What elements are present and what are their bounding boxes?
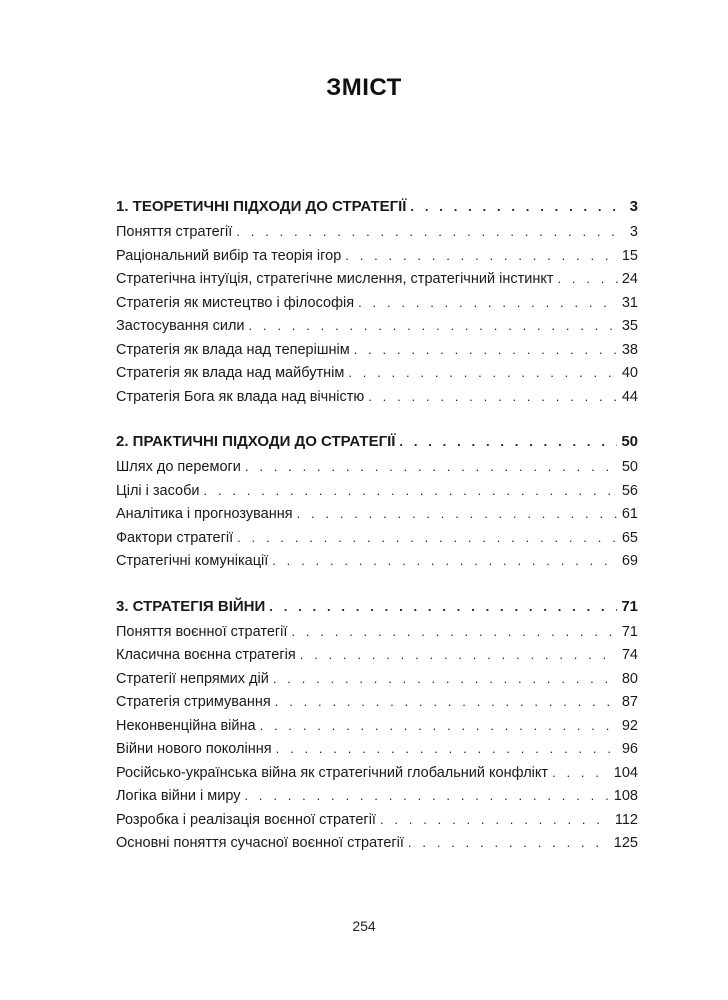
toc-entry-label: Стратегія Бога як влада над вічністю [116,388,365,405]
dot-leader [272,553,618,568]
toc-section-1 [116,198,638,412]
toc-page-number: 44 [621,388,638,405]
toc-entry[interactable] [116,835,638,859]
toc-page-number: 56 [621,482,638,499]
toc-entry[interactable] [116,694,638,718]
page-number: 254 [352,918,376,934]
toc-page-number: 96 [621,741,638,757]
dot-leader [269,599,617,614]
toc-page-number: 40 [621,365,638,381]
dot-leader [380,812,611,827]
toc-entry[interactable] [116,718,638,742]
toc-page-number: 35 [621,318,638,334]
toc-entry[interactable] [116,812,638,836]
dot-leader [260,718,618,733]
dot-leader [291,624,617,639]
toc-page-number: 38 [621,341,638,358]
dot-leader [237,530,618,545]
toc-entry[interactable] [116,459,638,483]
toc-entry[interactable] [116,553,638,577]
toc-page-number: 71 [621,597,638,615]
toc-entry-label: Розробка і реалізація воєнної стратегії [116,811,376,828]
toc-section-heading[interactable] [116,198,638,224]
toc-entry-label: Логіка війни і миру [116,788,241,804]
dot-leader [557,271,617,286]
toc-section-2 [116,433,638,577]
table-of-contents [116,198,638,880]
toc-entry[interactable] [116,530,638,554]
toc-entry[interactable] [116,389,638,413]
toc-entry-label: Застосування сили [116,318,245,334]
toc-entry[interactable] [116,224,638,248]
toc-entry-label: Поняття стратегії [116,224,233,240]
toc-entry-label: Стратегія стримування [116,694,271,710]
dot-leader [399,434,617,449]
toc-page-number: 50 [621,433,638,450]
toc-entry[interactable] [116,788,638,812]
toc-entry-label: Неконвенційна війна [116,717,256,734]
dot-leader [408,835,610,850]
dot-leader [354,342,618,357]
toc-page-number: 15 [621,247,638,264]
dot-leader [345,248,618,263]
dot-leader [368,389,618,404]
dot-leader [358,295,618,310]
toc-entry[interactable] [116,506,638,530]
toc-page-number: 31 [621,294,638,311]
page-title: ЗМІСТ [326,74,402,101]
toc-page-number: 125 [613,835,638,851]
toc-entry-label: Цілі і засоби [116,482,200,499]
toc-heading-label: 2. ПРАКТИЧНІ ПІДХОДИ ДО СТРАТЕГІЇ [116,433,396,450]
toc-section-3 [116,598,638,859]
toc-entry-label: Стратегія як влада над майбутнім [116,365,345,381]
toc-page-number: 87 [621,694,638,710]
toc-entry-label: Аналітика і прогнозування [116,506,293,522]
toc-page-number: 3 [629,198,638,215]
dot-leader [249,318,618,333]
dot-leader [244,788,609,803]
dot-leader [245,459,618,474]
dot-leader [275,694,618,709]
dot-leader [410,199,625,214]
toc-heading-label: 1. ТЕОРЕТИЧНІ ПІДХОДИ ДО СТРАТЕГІЇ [116,198,407,215]
toc-entry[interactable] [116,483,638,507]
toc-entry-label: Шлях до перемоги [116,459,241,475]
toc-page-number: 65 [621,529,638,546]
toc-entry[interactable] [116,248,638,272]
toc-entry[interactable] [116,295,638,319]
toc-entry-label: Стратегічні комунікації [116,553,269,569]
toc-page-number: 92 [621,717,638,734]
toc-entry[interactable] [116,271,638,295]
toc-entry[interactable] [116,365,638,389]
toc-entry[interactable] [116,671,638,695]
dot-leader [552,765,610,780]
toc-entry[interactable] [116,318,638,342]
toc-entry-label: Фактори стратегії [116,529,234,546]
toc-page-number: 3 [629,224,638,240]
toc-entry[interactable] [116,741,638,765]
toc-section-heading[interactable] [116,433,638,459]
dot-leader [204,483,618,498]
toc-page-number: 24 [621,271,638,287]
toc-section-heading[interactable] [116,598,638,624]
dot-leader [348,365,618,380]
toc-entry-label: Класична воєнна стратегія [116,647,296,663]
toc-heading-label: 3. СТРАТЕГІЯ ВІЙНИ [116,597,266,615]
toc-entry-label: Основні поняття сучасної воєнної стратегії [116,835,404,851]
toc-page-number: 50 [621,459,638,475]
toc-page-number: 61 [621,506,638,522]
toc-entry-label: Стратегічна інтуїція, стратегічне мислення, стратегічний інстинкт [116,271,554,287]
toc-entry[interactable] [116,647,638,671]
dot-leader [300,647,618,662]
toc-entry[interactable] [116,765,638,789]
dot-leader [273,671,618,686]
dot-leader [236,224,626,239]
toc-entry-label: Стратегії непрямих дій [116,670,269,687]
toc-page-number: 108 [613,788,638,804]
toc-entry-label: Раціональний вибір та теорія ігор [116,247,342,264]
toc-page-number: 69 [621,553,638,569]
dot-leader [297,506,618,521]
toc-entry[interactable] [116,624,638,648]
toc-entry[interactable] [116,342,638,366]
toc-entry-label: Війни нового покоління [116,741,272,757]
toc-entry-label: Стратегія як влада над теперішнім [116,341,350,358]
toc-entry-label: Поняття воєнної стратегії [116,623,288,640]
toc-entry-label: Стратегія як мистецтво і філософія [116,294,355,311]
toc-page-number: 71 [621,623,638,640]
toc-page-number: 104 [613,764,638,781]
dot-leader [276,741,618,756]
toc-entry-label: Російсько-українська війна як стратегічний глобальний конфлікт [116,764,549,781]
toc-page-number: 112 [614,811,638,828]
toc-page-number: 74 [621,647,638,663]
toc-page-number: 80 [621,670,638,687]
